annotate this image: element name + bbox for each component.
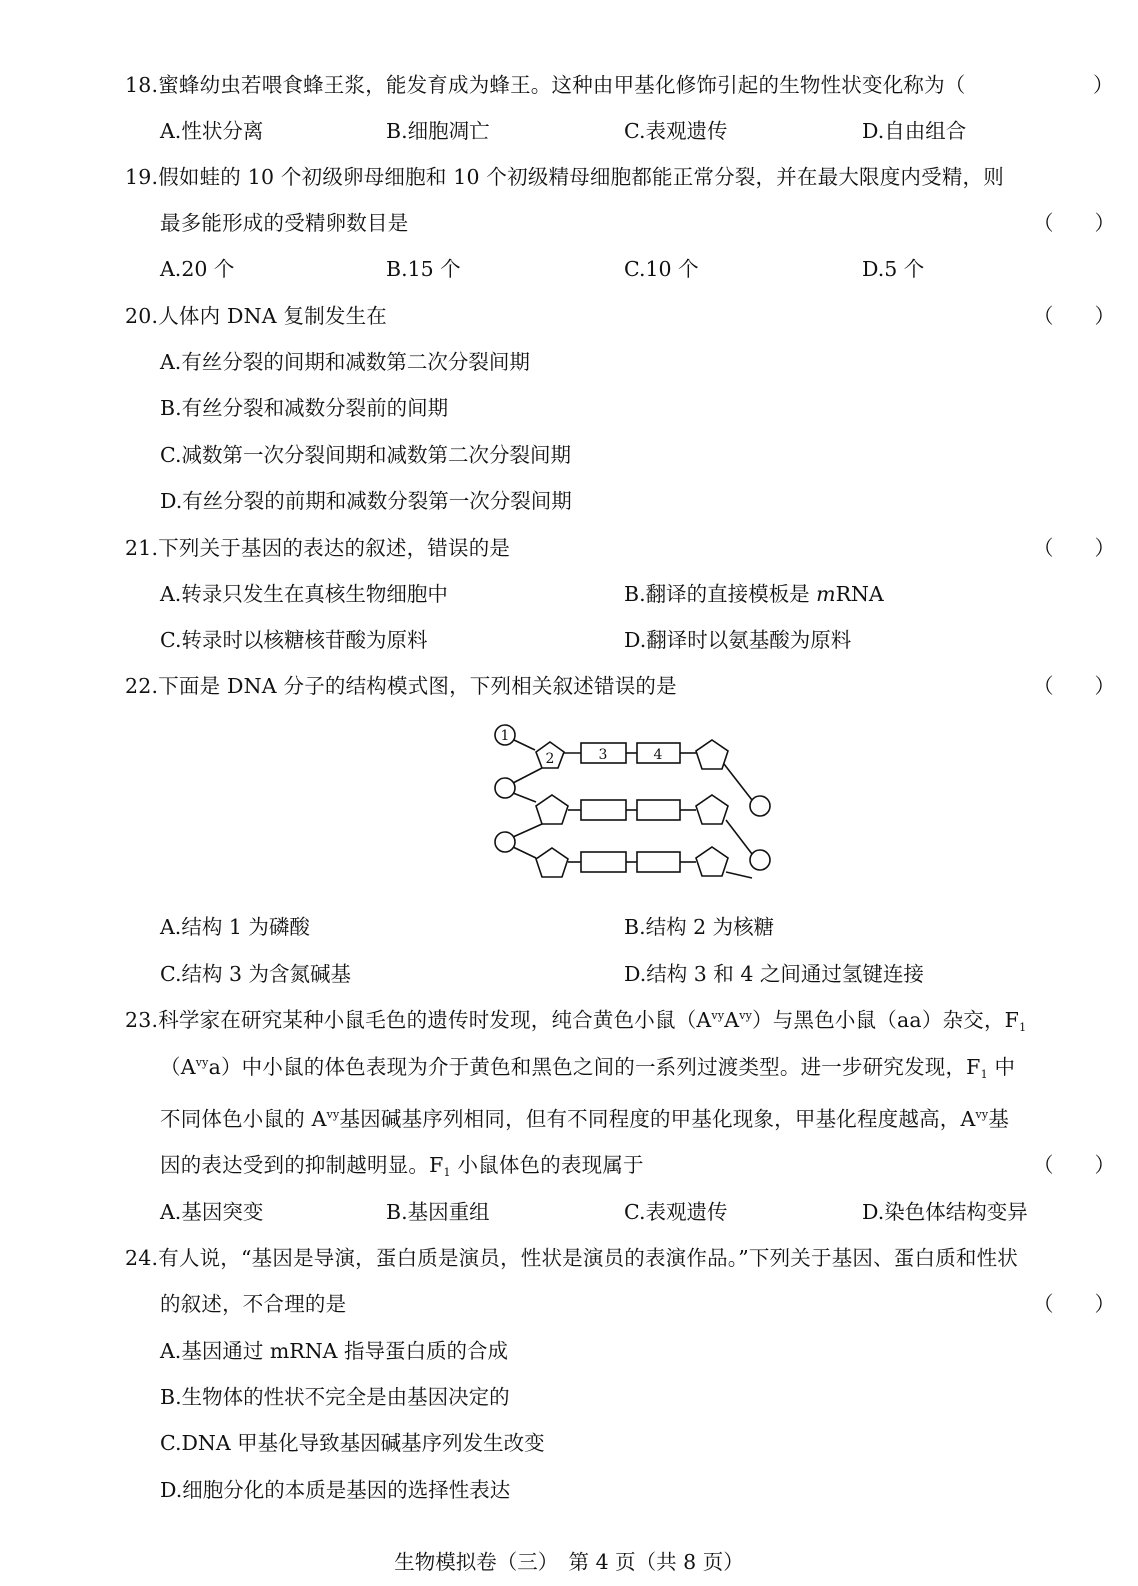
- question-19-option-a: A.20 个: [160, 257, 235, 281]
- question-20-option-d: D.有丝分裂的前期和减数分裂第一次分裂间期: [160, 489, 572, 513]
- question-21-option-c: C.转录时以核糖核苷酸为原料: [160, 628, 428, 652]
- question-18-stem: 18.蜜蜂幼虫若喂食蜂王浆，能发育成为蜂王。这种由甲基化修饰引起的生物性状变化称为（: [125, 73, 966, 97]
- question-20-paren: （ ）: [1033, 304, 1115, 328]
- bond-line: [513, 824, 542, 837]
- question-18-option-c: C.表观遗传: [624, 119, 728, 143]
- base-rect: [637, 852, 680, 872]
- question-23-option-a: A.基因突变: [160, 1200, 264, 1224]
- base-rect: [637, 800, 680, 820]
- base-rect: [581, 800, 626, 820]
- question-23-stem-line3: 不同体色小鼠的 $A^{vy}$基因碱基序列相同，但有不同程度的甲基化现象，甲基化程度越高，$A^{vy}$基: [160, 1107, 1010, 1131]
- question-21-option-d: D.翻译时以氨基酸为原料: [624, 628, 852, 652]
- question-23-option-d: D.染色体结构变异: [862, 1200, 1028, 1224]
- question-23-stem-line2: $(A^{vy}a)$中小鼠的体色表现为介于黄色和黑色之间的一系列过渡类型。进一步研究发现，$F_1$ 中: [160, 1055, 1016, 1081]
- deoxyribose-pentagon: [696, 795, 728, 824]
- page-footer: 生物模拟卷（三） 第 4 页（共 8 页）: [394, 1550, 744, 1574]
- question-24-paren: （ ）: [1033, 1292, 1115, 1316]
- deoxyribose-pentagon: [536, 848, 568, 877]
- question-24-option-c: C.DNA 甲基化导致基因碱基序列发生改变: [160, 1431, 545, 1455]
- question-24-stem-line1: 24.有人说，“基因是导演，蛋白质是演员，性状是演员的表演作品。”下列关于基因、蛋白质和性状: [125, 1246, 1019, 1270]
- deoxyribose-pentagon: [696, 847, 728, 876]
- bond-line: [513, 847, 536, 858]
- question-20-stem: 20.人体内 DNA 复制发生在: [125, 304, 388, 328]
- question-18-option-b: B.细胞凋亡: [386, 119, 490, 143]
- question-18-option-a: A.性状分离: [160, 119, 264, 143]
- phosphate-circle: [750, 796, 770, 816]
- question-19-paren: （ ）: [1033, 211, 1115, 235]
- question-19-option-c: C.10 个: [624, 257, 699, 281]
- bond-line: [726, 820, 752, 854]
- question-23-option-b: B.基因重组: [386, 1200, 490, 1224]
- question-19-option-b: B.15 个: [386, 257, 461, 281]
- question-23-stem-line1: 23.科学家在研究某种小鼠毛色的遗传时发现，纯合黄色小鼠$(A^{vy}A^{vy})$与黑色小鼠（aa）杂交，$F_1$: [125, 1008, 1027, 1034]
- question-21-option-b: B.翻译的直接模板是 mRNA: [624, 582, 884, 606]
- label-3: 3: [598, 747, 608, 763]
- question-24-stem-line2: 的叙述，不合理的是: [160, 1292, 347, 1316]
- bond-line: [726, 872, 752, 878]
- question-23-option-c: C.表观遗传: [624, 1200, 728, 1224]
- label-1: 1: [500, 728, 510, 744]
- deoxyribose-pentagon: [696, 740, 728, 769]
- base-rect: [581, 852, 626, 872]
- question-19-stem-line1: 19.假如蛙的 10 个初级卵母细胞和 10 个初级精母细胞都能正常分裂，并在最大限度内受精，则: [125, 165, 1004, 189]
- question-21-stem: 21.下列关于基因的表达的叙述，错误的是: [125, 536, 511, 560]
- question-19-stem-line2: 最多能形成的受精卵数目是: [160, 211, 409, 235]
- question-24-option-a: A.基因通过 mRNA 指导蛋白质的合成: [160, 1339, 508, 1363]
- dna-row-2: [536, 795, 728, 824]
- label-2: 2: [545, 751, 555, 767]
- question-18-paren-close: ）: [1093, 73, 1114, 97]
- question-22-stem: 22.下面是 DNA 分子的结构模式图，下列相关叙述错误的是: [125, 674, 677, 698]
- bond-line: [514, 740, 535, 750]
- question-19-option-d: D.5 个: [862, 257, 925, 281]
- question-21-option-a: A.转录只发生在真核生物细胞中: [160, 582, 448, 606]
- question-22-option-d: D.结构 3 和 4 之间通过氢键连接: [624, 962, 924, 986]
- question-22-option-a: A.结构 1 为磷酸: [160, 915, 310, 939]
- question-22-option-c: C.结构 3 为含氮碱基: [160, 962, 352, 986]
- bond-line: [724, 764, 752, 800]
- question-22-option-b: B.结构 2 为核糖: [624, 915, 775, 939]
- question-24-option-b: B.生物体的性状不完全是由基因决定的: [160, 1385, 510, 1409]
- question-20-option-c: C.减数第一次分裂间期和减数第二次分裂间期: [160, 443, 571, 467]
- question-23-paren: （ ）: [1033, 1153, 1115, 1177]
- question-24-option-d: D.细胞分化的本质是基因的选择性表达: [160, 1478, 511, 1502]
- deoxyribose-pentagon: [536, 795, 568, 824]
- bond-line: [513, 793, 536, 802]
- phosphate-circle: [495, 832, 515, 852]
- phosphate-circle: [495, 778, 515, 798]
- label-4: 4: [653, 747, 663, 763]
- question-21-paren: （ ）: [1033, 536, 1115, 560]
- dna-structure-diagram: [490, 722, 780, 894]
- question-20-option-a: A.有丝分裂的间期和减数第二次分裂间期: [160, 350, 530, 374]
- phosphate-circle: [750, 850, 770, 870]
- question-22-paren: （ ）: [1033, 674, 1115, 698]
- question-20-option-b: B.有丝分裂和减数分裂前的间期: [160, 396, 449, 420]
- question-23-stem-line4: 因的表达受到的抑制越明显。$F_1$ 小鼠体色的表现属于: [160, 1153, 644, 1179]
- question-18-option-d: D.自由组合: [862, 119, 967, 143]
- dna-row-1: [495, 725, 752, 800]
- dna-row-3: [536, 847, 728, 877]
- bond-line: [513, 768, 542, 783]
